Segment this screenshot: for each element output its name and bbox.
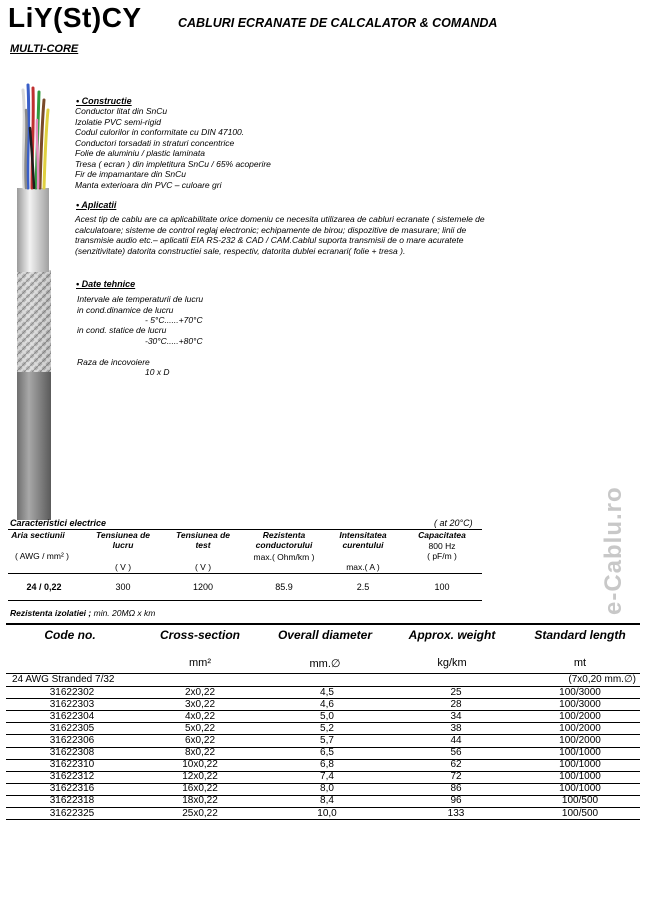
cell-weight: 56 <box>450 747 462 758</box>
table-row <box>6 795 640 807</box>
cell-weight: 86 <box>450 783 462 795</box>
cell-cross: 6x0,22 <box>184 734 216 746</box>
insulation-label: Rezistenta izolatiei ; <box>10 608 92 618</box>
table-row <box>6 699 640 711</box>
constructie-line: Fir de impamantare din SnCu <box>75 169 187 179</box>
cell-diameter: 8,4 <box>320 795 334 807</box>
cell-cross: 4x0,22 <box>184 710 216 722</box>
el-head-capacitate: Capacitatea <box>418 530 466 540</box>
cell-code: 31622303 <box>49 698 95 710</box>
el-unit-tens-test: ( V ) <box>194 562 212 572</box>
cell-code: 31622306 <box>49 734 95 746</box>
cell-cross: 10x0,22 <box>182 759 218 771</box>
table-row <box>6 771 640 783</box>
cell-length: 100/2000 <box>559 710 601 722</box>
aplicatii-line: calculatoare; sisteme de control reglaj electronic; echipamente de birou; dispozitive de masurare; linii de <box>75 224 467 235</box>
insulation-value: min. 20MΩ x km <box>91 608 156 618</box>
el-sub-rezistenta: max.( Ohm/km ) <box>253 552 315 562</box>
el-head-tens-test: Tensiunea de test <box>175 530 230 550</box>
aplicatii-text <box>75 214 485 256</box>
group-label: 24 AWG Stranded 7/32 <box>12 674 115 685</box>
cell-weight: 38 <box>450 722 462 734</box>
table-row <box>6 735 640 747</box>
col-head-weight: Approx. weight <box>408 628 496 642</box>
dynamic-value: - 5°C......+70°C <box>145 315 203 325</box>
table-top-border <box>6 623 640 625</box>
el-val-tens-test: 1200 <box>192 582 214 592</box>
cell-code: 31622308 <box>49 747 95 758</box>
cell-cross: 2x0,22 <box>184 686 216 698</box>
el-val-intensitate: 2.5 <box>356 582 370 592</box>
constructie-line: Conductori torsadati in straturi concentrice <box>75 137 235 148</box>
electric-title: Caracteristici electrice <box>10 518 107 528</box>
electric-temp-note: ( at 20°C) <box>434 518 473 528</box>
constructie-line: Conductor litat din SnCu <box>75 106 168 116</box>
product-subtitle: CABLURI ECRANATE DE CALCALATOR & COMANDA <box>178 16 498 30</box>
bend-label: Raza de incovoiere <box>77 357 150 367</box>
constructie-line: Manta exterioara din PVC – culoare gri <box>75 179 222 190</box>
constructie-line: Folie de aluminiu / plastic laminata <box>75 148 205 158</box>
constructie-line: Izolatie PVC semi-rigid <box>75 116 161 127</box>
static-label: in cond. statice de lucru <box>77 325 167 335</box>
watermark-text: e-Cablu.ro <box>600 486 627 615</box>
table-row <box>6 687 640 699</box>
temp-label: Intervale ale temperaturii de lucru <box>77 294 204 304</box>
aplicatii-line: transmisie audio etc.– aplicatii EIA RS-232 & CAD / CAM.Cablul suporta transmisii de o mare acuratete <box>75 235 464 245</box>
cell-cross: 5x0,22 <box>184 722 216 734</box>
cell-length: 100/2000 <box>559 722 601 734</box>
constructie-heading: • Constructie <box>76 96 132 106</box>
el-head-tens-lucru: Tensiunea de lucru <box>95 530 150 550</box>
cell-length: 100/500 <box>561 795 599 807</box>
el-unit-intensitate: max.( A ) <box>346 562 380 572</box>
table-bottom-border <box>6 819 640 820</box>
unit-cross: mm² <box>189 657 211 669</box>
el-head-rezistenta: Rezistenta conductorului <box>255 530 313 550</box>
product-title: LiY(St)CY <box>8 2 142 33</box>
el-unit-capacitate: ( pF/m ) <box>427 551 457 561</box>
cell-weight: 44 <box>450 734 462 746</box>
cell-length: 100/1000 <box>559 783 601 795</box>
el-val-tens-lucru: 300 <box>115 582 131 592</box>
cell-diameter: 7,4 <box>320 771 334 783</box>
cell-cross: 18x0,22 <box>182 795 218 807</box>
group-row <box>6 674 640 686</box>
table-row <box>6 759 640 771</box>
cell-length: 100/1000 <box>559 747 601 758</box>
group-note: (7x0,20 mm.∅) <box>568 674 636 685</box>
aplicatii-heading: • Aplicatii <box>76 200 117 210</box>
cell-diameter: 4,5 <box>320 686 334 698</box>
cell-weight: 34 <box>450 710 462 722</box>
el-val-rezistenta: 85.9 <box>275 582 293 592</box>
cell-code: 31622304 <box>49 710 95 722</box>
cell-length: 100/2000 <box>559 734 601 746</box>
cell-cross: 25x0,22 <box>182 807 218 819</box>
el-val-aria: 24 / 0,22 <box>26 582 62 592</box>
table-row <box>6 808 640 820</box>
bend-value: 10 x D <box>145 367 170 377</box>
cell-diameter: 8,0 <box>320 783 334 795</box>
cell-cross: 3x0,22 <box>184 698 216 710</box>
cell-length: 100/1000 <box>559 771 601 783</box>
cell-diameter: 6,5 <box>320 747 334 758</box>
cell-diameter: 5,7 <box>320 734 334 746</box>
electric-divider-top <box>8 529 482 530</box>
el-unit-tens-lucru: ( V ) <box>114 562 132 572</box>
static-value: -30°C.....+80°C <box>145 336 203 346</box>
table-row <box>6 723 640 735</box>
cell-weight: 133 <box>447 807 465 819</box>
date-tehnice-heading: • Date tehnice <box>76 279 136 289</box>
el-head-aria: Aria sectiunii <box>11 530 65 540</box>
unit-diameter: mm.∅ <box>309 658 341 670</box>
cell-cross: 12x0,22 <box>182 771 218 783</box>
cell-length: 100/1000 <box>559 759 601 771</box>
el-sub-capacitate: 800 Hz <box>428 541 456 551</box>
cable-illustration <box>8 80 68 520</box>
cell-diameter: 6,8 <box>320 759 334 771</box>
dynamic-label: in cond.dinamice de lucru <box>77 305 174 315</box>
cell-code: 31622305 <box>49 722 95 734</box>
cell-length: 100/500 <box>561 807 599 819</box>
aplicatii-line: (senzitivitate) datorita constructiei sale, respectiv, datorita dublei ecranari( folie + tresa ). <box>75 245 406 256</box>
constructie-line: Codul culorilor in conformitate cu DIN 47100. <box>75 127 245 137</box>
electric-divider-mid <box>8 573 482 574</box>
aplicatii-line: Acest tip de cablu are ca aplicabilitate orice domeniu ce necesita utilizarea de cabluri ecranate ( sistemele de <box>75 214 485 224</box>
unit-weight: kg/km <box>437 657 467 669</box>
table-row <box>6 747 640 759</box>
col-head-code: Code no. <box>44 628 96 642</box>
el-head-intensitate: Intensitatea curentului <box>339 530 387 550</box>
cell-length: 100/3000 <box>559 698 601 710</box>
unit-length: mt <box>573 657 587 669</box>
cell-code: 31622318 <box>49 795 95 807</box>
table-row <box>6 783 640 795</box>
cell-cross: 8x0,22 <box>184 747 216 758</box>
cell-weight: 96 <box>450 795 462 807</box>
cell-code: 31622310 <box>49 759 95 771</box>
cell-diameter: 5,2 <box>320 722 334 734</box>
cell-diameter: 5,0 <box>320 710 334 722</box>
cell-cross: 16x0,22 <box>182 783 218 795</box>
col-head-cross: Cross-section <box>159 628 241 642</box>
cell-weight: 62 <box>450 759 462 771</box>
cell-diameter: 10,0 <box>317 807 337 819</box>
cell-weight: 25 <box>450 686 462 698</box>
table-row <box>6 711 640 723</box>
category-label: MULTI-CORE <box>10 43 79 55</box>
cell-diameter: 4,6 <box>320 698 334 710</box>
el-unit-aria: ( AWG / mm² ) <box>15 551 69 561</box>
cell-weight: 28 <box>450 698 462 710</box>
constructie-list <box>75 106 271 190</box>
col-head-length: Standard length <box>534 628 626 642</box>
electric-divider-bottom <box>8 600 482 601</box>
el-val-capacitate: 100 <box>434 582 450 592</box>
cell-code: 31622312 <box>49 771 95 783</box>
col-head-diameter: Overall diameter <box>277 628 373 642</box>
cell-code: 31622325 <box>49 807 95 819</box>
cell-weight: 72 <box>450 771 462 783</box>
cell-code: 31622302 <box>49 686 95 698</box>
insulation-resistance <box>10 608 155 618</box>
constructie-line: Tresa ( ecran ) din impletitura SnCu / 65% acoperire <box>75 158 271 169</box>
cell-code: 31622316 <box>49 783 95 795</box>
cell-length: 100/3000 <box>559 686 601 698</box>
